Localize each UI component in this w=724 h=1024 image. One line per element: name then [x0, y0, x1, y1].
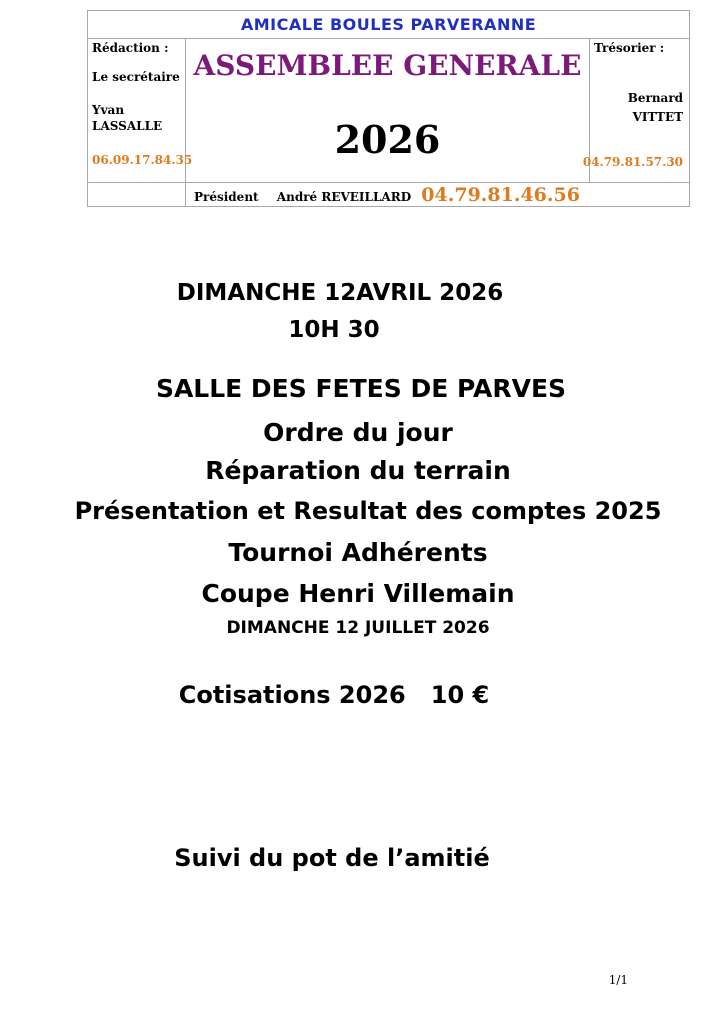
treasurer-cell [582, 39, 690, 183]
president-phone: 04.79.81.46.56 [421, 183, 580, 206]
club-name: AMICALE BOULES PARVERANNE [88, 11, 690, 39]
meeting-venue: SALLE DES FETES DE PARVES [155, 374, 567, 403]
treasurer-label: Trésorier : [594, 41, 665, 55]
secretary-role: Le secrétaire [92, 70, 180, 84]
treasurer-first-name: Bernard [627, 91, 684, 105]
agenda-item-terrain: Réparation du terrain [205, 456, 511, 485]
treasurer-last-name: VITTET [632, 110, 684, 124]
meeting-date: DIMANCHE 12AVRIL 2026 [176, 280, 504, 306]
secretary-cell [88, 39, 193, 183]
treasurer-phone: 04.79.81.57.30 [582, 155, 684, 169]
document-title: ASSEMBLEE GENERALE [193, 49, 582, 82]
meeting-time: 10H 30 [288, 317, 380, 343]
agenda-item-tournament: Tournoi Adhérents [228, 538, 488, 567]
empty-cell-left [88, 183, 186, 207]
secretary-first-name: Yvan [92, 103, 125, 117]
document-year: 2026 [334, 117, 441, 162]
agenda-item-cup: Coupe Henri Villemain [201, 579, 515, 608]
president-name: André REVEILLARD [276, 189, 412, 204]
secretary-last-name: LASSALLE [92, 119, 163, 133]
agenda-item-accounts: Présentation et Resultat des comptes 2025 [74, 497, 662, 525]
secretary-phone: 06.09.17.84.35 [92, 153, 193, 167]
title-cell [186, 39, 590, 183]
page-number: 1/1 [608, 973, 628, 987]
membership-fees: Cotisations 2026 10 € [178, 681, 490, 709]
header-table [87, 10, 690, 207]
president-label: Président [194, 189, 259, 204]
cup-date: DIMANCHE 12 JUILLET 2026 [226, 618, 490, 638]
agenda-title: Ordre du jour [263, 418, 453, 447]
redaction-label: Rédaction : [92, 41, 169, 55]
closing-note: Suivi du pot de l’amitié [174, 844, 490, 872]
president-cell [186, 183, 690, 207]
